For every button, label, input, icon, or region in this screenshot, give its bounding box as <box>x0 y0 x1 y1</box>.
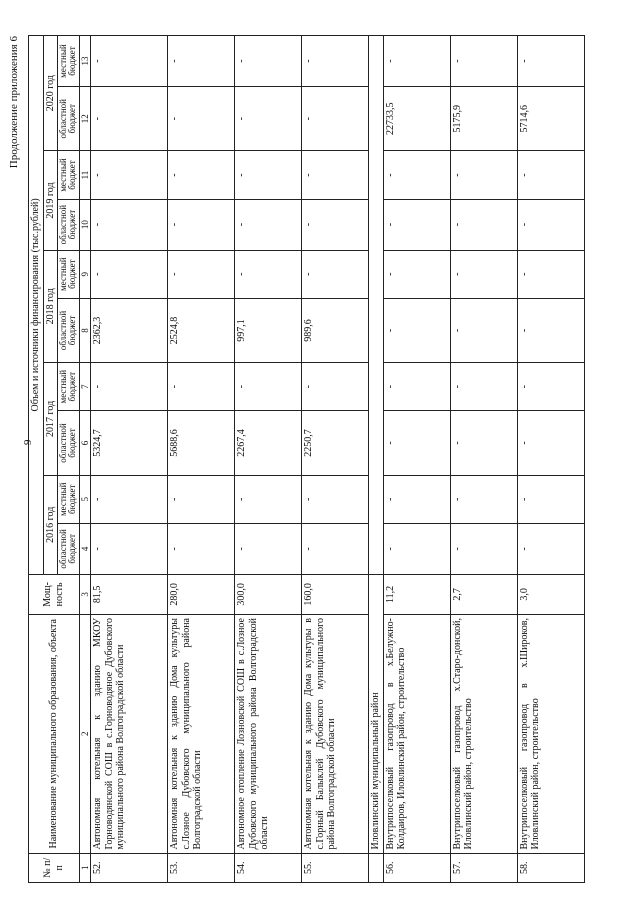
column-number: 13 <box>79 36 90 87</box>
funding-cell: - <box>302 475 369 523</box>
funding-cell: - <box>517 411 584 475</box>
capacity-cell: 11,2 <box>383 574 450 614</box>
funding-cell: - <box>235 151 302 199</box>
funding-cell: 5714,6 <box>517 87 584 151</box>
table-row <box>168 36 235 883</box>
funding-cell: - <box>383 250 450 298</box>
row-number: 52. <box>91 853 168 882</box>
funding-cell: - <box>302 250 369 298</box>
section-num-cell <box>369 853 384 882</box>
table-row <box>235 36 302 883</box>
funding-cell: 2524,8 <box>168 298 235 362</box>
funding-cell: - <box>517 475 584 523</box>
funding-cell: - <box>168 199 235 250</box>
capacity-cell: 300,0 <box>235 574 302 614</box>
funding-cell: - <box>383 363 450 411</box>
header-source: местный бюджет <box>58 151 80 199</box>
page-number: 9 <box>22 439 34 445</box>
funding-cell: - <box>517 523 584 574</box>
funding-cell: - <box>383 523 450 574</box>
object-name: Автономная котельная к зданию МКОУ Горноводянской СОШ в с.Горноводяное Дубовского муниципального района Волгоградской области <box>91 615 168 854</box>
funding-cell: - <box>235 475 302 523</box>
column-number-row <box>79 36 90 883</box>
header-source: областной бюджет <box>58 298 80 362</box>
object-name: Внутрипоселковый газопровод х.Старо-донской, Иловлинский район, строительство <box>450 615 517 854</box>
funding-cell: - <box>91 250 168 298</box>
funding-cell: - <box>383 36 450 87</box>
funding-cell: - <box>517 298 584 362</box>
funding-cell: 989,6 <box>302 298 369 362</box>
header-source: местный бюджет <box>58 36 80 87</box>
section-heading: Иловлинский муниципальный район <box>369 574 384 853</box>
table-section <box>369 36 384 883</box>
funding-cell: - <box>383 298 450 362</box>
column-number: 5 <box>79 475 90 523</box>
funding-cell: 5175,9 <box>450 87 517 151</box>
column-number: 9 <box>79 250 90 298</box>
funding-cell: - <box>302 151 369 199</box>
funding-cell: - <box>235 250 302 298</box>
row-number: 53. <box>168 853 235 882</box>
header-source: областной бюджет <box>58 411 80 475</box>
header-capacity: Мощ-ность <box>29 574 80 614</box>
funding-cell: - <box>168 363 235 411</box>
funding-cell: - <box>450 475 517 523</box>
row-number: 54. <box>235 853 302 882</box>
table-body-upper <box>91 36 369 883</box>
funding-cell: 22733,5 <box>383 87 450 151</box>
capacity-cell: 160,0 <box>302 574 369 614</box>
header-num: № п/п <box>29 853 80 882</box>
header-year: 2018 год <box>43 250 58 363</box>
funding-cell: - <box>450 411 517 475</box>
header-source: областной бюджет <box>58 199 80 250</box>
funding-cell: - <box>235 36 302 87</box>
funding-cell: - <box>91 475 168 523</box>
object-name: Автономная котельная к зданию Дома культуры с.Лозное Дубовского муниципального района Волгоградской области <box>168 615 235 854</box>
table-row <box>302 36 369 883</box>
header-funding: Объем и источники финансирования (тыс.рублей) <box>29 36 44 575</box>
table-row <box>517 36 584 883</box>
continuation-note: Продолжение приложения 6 <box>8 36 20 169</box>
funding-cell: - <box>450 151 517 199</box>
funding-cell: - <box>235 87 302 151</box>
funding-cell: - <box>168 475 235 523</box>
funding-cell: - <box>302 363 369 411</box>
financing-table <box>28 35 585 883</box>
funding-cell: - <box>302 87 369 151</box>
header-year: 2019 год <box>43 151 58 250</box>
funding-cell: - <box>168 523 235 574</box>
funding-cell: - <box>517 199 584 250</box>
column-number: 6 <box>79 411 90 475</box>
column-number: 12 <box>79 87 90 151</box>
funding-cell: - <box>302 199 369 250</box>
funding-cell: - <box>91 36 168 87</box>
column-number: 4 <box>79 523 90 574</box>
funding-cell: - <box>302 36 369 87</box>
funding-cell: - <box>91 87 168 151</box>
header-source: местный бюджет <box>58 363 80 411</box>
row-number: 57. <box>450 853 517 882</box>
funding-cell: 2250,7 <box>302 411 369 475</box>
object-name: Внутрипоселковый газопровод в х.Белужно-Колдаиров, Иловлинский район, строительство <box>383 615 450 854</box>
column-number: 8 <box>79 298 90 362</box>
table-row <box>383 36 450 883</box>
funding-cell: - <box>517 36 584 87</box>
column-number: 11 <box>79 151 90 199</box>
funding-cell: - <box>450 250 517 298</box>
funding-cell: - <box>168 36 235 87</box>
funding-cell: - <box>235 199 302 250</box>
table-row <box>450 36 517 883</box>
funding-cell: - <box>235 363 302 411</box>
funding-cell: - <box>91 523 168 574</box>
header-source: местный бюджет <box>58 250 80 298</box>
funding-cell: - <box>517 151 584 199</box>
capacity-cell: 81,5 <box>91 574 168 614</box>
table-row <box>91 36 168 883</box>
funding-cell: - <box>302 523 369 574</box>
funding-cell: - <box>91 199 168 250</box>
funding-cell: - <box>91 151 168 199</box>
object-name: Автономная котельная к зданию Дома культуры в с.Горный Балыклей Дубовского муниципального района Волгоградской области <box>302 615 369 854</box>
funding-cell: - <box>450 363 517 411</box>
capacity-cell: 3,0 <box>517 574 584 614</box>
column-number: 1 <box>79 853 90 882</box>
funding-cell: - <box>168 151 235 199</box>
column-number: 10 <box>79 199 90 250</box>
row-number: 55. <box>302 853 369 882</box>
funding-cell: 2267,4 <box>235 411 302 475</box>
funding-cell: - <box>450 523 517 574</box>
capacity-cell: 280,0 <box>168 574 235 614</box>
section-empty-cell <box>369 36 384 575</box>
header-year: 2016 год <box>43 475 58 574</box>
funding-cell: 5324,7 <box>91 411 168 475</box>
header-source: областной бюджет <box>58 87 80 151</box>
object-name: Внутрипоселковый газопровод в х.Широков, Иловлинский район, строительство <box>517 615 584 854</box>
funding-cell: - <box>168 250 235 298</box>
header-source: местный бюджет <box>58 475 80 523</box>
funding-cell: 2362,3 <box>91 298 168 362</box>
capacity-cell: 2,7 <box>450 574 517 614</box>
funding-cell: - <box>91 363 168 411</box>
funding-cell: 997,1 <box>235 298 302 362</box>
row-number: 58. <box>517 853 584 882</box>
funding-cell: - <box>450 36 517 87</box>
column-number: 3 <box>79 574 90 614</box>
funding-cell: - <box>235 523 302 574</box>
object-name: Автономное отопление Лозновской СОШ в с.Лозное Дубовского муниципального района Волгоградской области <box>235 615 302 854</box>
table-body-lower <box>383 36 584 883</box>
funding-cell: - <box>450 199 517 250</box>
funding-cell: - <box>168 87 235 151</box>
header-source: областной бюджет <box>58 523 80 574</box>
column-number: 2 <box>79 615 90 854</box>
funding-cell: - <box>517 250 584 298</box>
header-name: Наименование муниципального образования, объекта <box>29 615 80 854</box>
funding-cell: - <box>383 475 450 523</box>
header-year: 2020 год <box>43 36 58 151</box>
row-number: 56. <box>383 853 450 882</box>
funding-cell: 5688,6 <box>168 411 235 475</box>
funding-cell: - <box>383 411 450 475</box>
funding-cell: - <box>450 298 517 362</box>
funding-cell: - <box>383 151 450 199</box>
funding-cell: - <box>383 199 450 250</box>
column-number: 7 <box>79 363 90 411</box>
header-year: 2017 год <box>43 363 58 476</box>
funding-cell: - <box>517 363 584 411</box>
